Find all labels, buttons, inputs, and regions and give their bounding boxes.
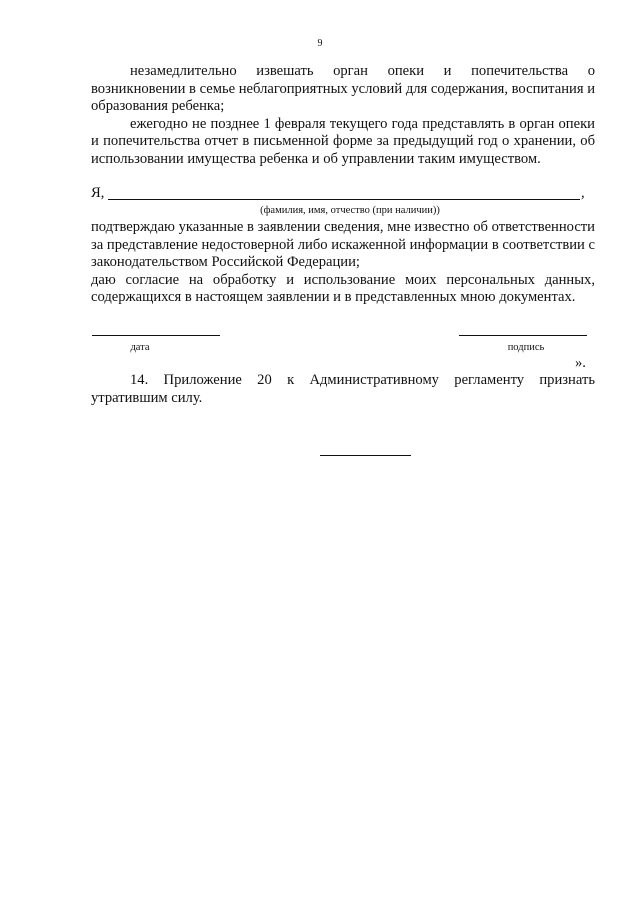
name-line-suffix: , [581,185,585,201]
paragraph-confirm: подтверждаю указанные в заявлении сведения, мне известно об ответственности за представление недостоверной либо искаженной информации в соответствии с законодательством Российской Федерации; [91,219,595,270]
paragraph-annual-report: ежегодно не позднее 1 февраля текущего года представлять в орган опеки и попечительства отчет в письменной форме за предыдущий год о хранении, об использовании имущества ребенка и об управлении таким имуществом. [91,115,595,167]
signature-blank-line [459,335,587,336]
paragraph-notify: незамедлительно извешать орган опеки и попечительства о возникновении в семье неблагоприятных условий для содержания, воспитания и образования ребенка; [91,63,596,114]
name-line [91,185,595,203]
instructions-block [91,63,595,168]
signature-caption: подпись [507,342,545,353]
clause-block [91,372,595,407]
paragraph-consent: даю согласие на обработку и использование моих персональных данных, содержащихся в настоящем заявлении и в представленных мною документах. [91,271,595,305]
name-line-prefix: Я, [91,185,105,201]
paragraph-clause-14: 14. Приложение 20 к Административному регламенту признать утратившим силу. [91,372,595,406]
closing-quote: ». [575,355,586,371]
confirmation-block [91,219,595,307]
end-of-document-rule [320,455,411,456]
date-blank-line [92,335,220,336]
name-blank-line [108,199,580,200]
date-caption: дата [130,342,150,353]
name-caption: (фамилия, имя, отчество (при наличии)) [260,205,440,216]
page-number: 9 [317,38,323,49]
